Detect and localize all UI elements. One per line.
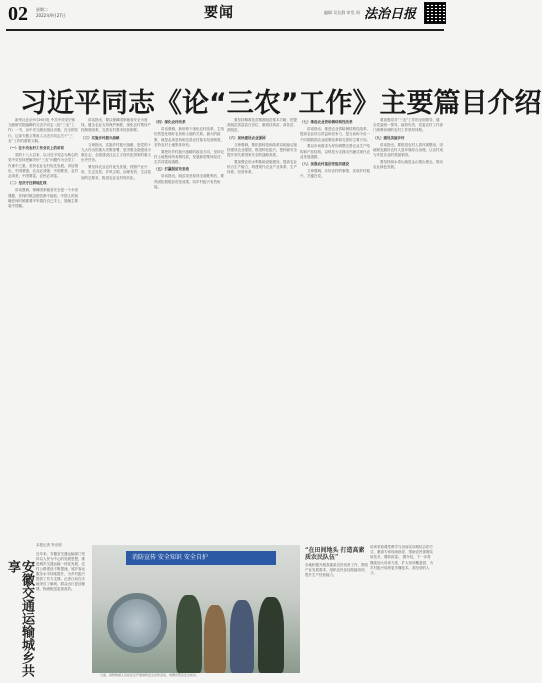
article-column <box>154 118 224 538</box>
article-paragraph: 要以市场需求为导向调整完善农业生产结构和产品结构，以科技为支撑走内涵式现代农业发展道路。 <box>300 144 370 159</box>
article-subheading: （九）建设美丽乡村 <box>373 135 405 140</box>
article-column <box>300 118 370 538</box>
photo-person <box>204 605 226 673</box>
article-paragraph: 讲话强调，新形势下深化农村改革，主线仍然是处理好农民和土地的关系。最大的政策，就是必须坚持和完善农村基本经营制度，坚持农村土地集体所有。 <box>154 127 224 147</box>
photo-dish <box>107 593 167 653</box>
article-paragraph: 文章强调，办好农村的事情，实现乡村振兴，关键在党。 <box>300 169 370 179</box>
page-number: 02 <box>8 3 28 25</box>
photo-caption: 日前，消防救援人员在社区开展消防安全宣传活动，向群众普及安全知识。 <box>100 673 200 677</box>
article-paragraph: 文章指出，实施乡村振兴战略，是党的十九大作出的重大决策部署，是决胜全面建成小康社会、全面建设社会主义现代化国家的重大历史任务。 <box>81 142 151 163</box>
article-column <box>373 118 443 538</box>
article-subheading: （一）在中央农村工作会议上的讲话 <box>8 146 64 151</box>
pull-quote: “在田间地头 打造高素质农民队伍” <box>305 547 365 561</box>
headline: 习近平同志《论“三农”工作》主要篇目介绍 <box>20 88 542 119</box>
photo-person <box>176 595 202 673</box>
photo-person <box>230 600 254 673</box>
article-paragraph: 新华社北京9月26日电 中共中央党史和文献研究院编辑的习近平同志《论“三农”工作》一书，由中央文献出版社出版，在全国发行。这部专题文集收入习近平同志关于“三农”工作的重要文稿。 <box>8 118 78 143</box>
weekday: 星期二 <box>36 7 48 12</box>
article-paragraph: 党的十八大以来，以习近平同志为核心的党中央坚持把解决好“三农”问题作为全党工作重中之重，坚持农业农村优先发展。讲话指出，中国要强，农业必须强；中国要美，农村必须美；中国要富，农民必须富。 <box>8 153 78 179</box>
article-paragraph: 要把好乡村振兴战略的政治方向，坚持农村土地集体所有制性质，发展新型集体经济，走共同富裕道路。 <box>154 149 224 164</box>
article-subheading: （二）坚决守住耕地红线 <box>8 181 47 186</box>
article-paragraph: 要加强党对“三农”工作的全面领导，健全党委统一领导、政府负责、党委农村工作部门统筹协调的农村工作领导体制。 <box>373 118 443 133</box>
photo-banner: 消防宣传 安全知识 安全自护 <box>126 551 276 565</box>
article-paragraph: 要坚持农业农村优先发展，按照产业兴旺、生态宜居、乡风文明、治理有效、生活富裕的总要求，推进农业农村现代化。 <box>81 165 151 180</box>
article-paragraph: 要坚持精准扶贫精准脱贫基本方略，把提高脱贫质量放在首位，做到扶真贫、真扶贫、真脱贫。 <box>227 118 297 133</box>
header-rule <box>6 29 444 31</box>
article-paragraph: 要加强农田水利基础设施建设，提高农业综合生产能力，构建现代农业产业体系、生产体系、经营体系。 <box>227 159 297 175</box>
article-subheading: （六）加快建设农业强国 <box>227 135 266 140</box>
section-title: 要闻 <box>204 5 234 21</box>
article-column <box>81 118 151 538</box>
lower-article-title: 安徽交通运输城乡共享 <box>5 560 34 677</box>
article-paragraph: 讲话指出，脱贫攻坚取得全面胜利后，要巩固拓展脱贫攻坚成果，同乡村振兴有效衔接。 <box>154 174 224 189</box>
article-subheading: （四）深化农村改革 <box>154 120 186 124</box>
article-column <box>8 118 78 538</box>
article-paragraph: 文章强调，要依靠科技和改革双轮驱动加快建设农业强国，推进种业振兴，把种源安全提升到关系国家安全的战略高度。 <box>227 142 297 158</box>
article-subheading: （七）推进农业供给侧结构性改革 <box>300 120 353 124</box>
editors-credit: 编辑 吴长群 审发 周 <box>324 10 360 15</box>
side-article-column <box>305 545 369 680</box>
article-paragraph: 讲话指出，要推进农村人居环境整治，因地制宜搞好农村人居环境综合治理，让农村成为安居乐业的美丽家园。 <box>373 142 443 158</box>
photo-person <box>258 597 284 673</box>
article-paragraph: 要坚持绿水青山就是金山银山理念，推动农业绿色发展。 <box>373 159 443 170</box>
lower-article-text: 近年来，安徽省交通运输部门坚持以人民为中心的发展思想，推进城乡交通运输一体化发展，农村公路建设不断提速，城乡客运服务水平持续提升，为乡村振兴提供了有力支撑。记者日前在多地采访了解到，群众出行更加便捷，物流配送更加高效。 <box>36 552 85 591</box>
news-photo <box>92 545 300 673</box>
article-paragraph: 讲话指出，要以保障国家粮食安全为底线，健全农业支持保护制度，深化农村集体产权制度改革，完善农村基本经营制度。 <box>81 118 151 133</box>
qr-code-icon <box>424 2 446 24</box>
article-subheading: （八）加强农村基层党组织建设 <box>300 161 349 166</box>
masthead <box>4 2 446 62</box>
article-paragraph: 讲话强调，保障国家粮食安全是一个永恒课题，任何时候这根弦都不能松。中国人的饭碗任何时候都要牢牢端在自己手上，饭碗主要装中国粮。 <box>8 188 78 209</box>
article-paragraph: 讲话指出，推进农业供给侧结构性改革，提高农业综合效益和竞争力，是当前和今后一个时期我国农业政策改革和完善的主要方向。 <box>300 127 370 142</box>
article-column <box>227 118 297 538</box>
side-article-column <box>370 545 434 680</box>
article-subheading: （三）实施乡村振兴战略 <box>81 135 120 140</box>
date: 2022年9月27日 <box>36 13 66 18</box>
article-subheading: （五）打赢脱贫攻坚战 <box>154 167 189 172</box>
side-article-text: 培训采取课堂教学与田间实训相结合的方式，邀请专家现场指导，帮助农民掌握实用技术，增收致富。 据介绍，下一步将继续加大培训力度，扩大培训覆盖面，为乡村振兴培养更多懂技术、善经营的人才。 <box>370 545 433 576</box>
lower-article-byline: 本报记者 李光明 <box>36 543 62 547</box>
date-info <box>36 7 66 19</box>
side-article-text: 各地积极开展高素质农民培育工作，围绕产业发展需求，组织农民参加技能培训，提升生产经营能力。 <box>305 563 368 578</box>
paper-name-logo: 法治日报 <box>364 7 417 22</box>
